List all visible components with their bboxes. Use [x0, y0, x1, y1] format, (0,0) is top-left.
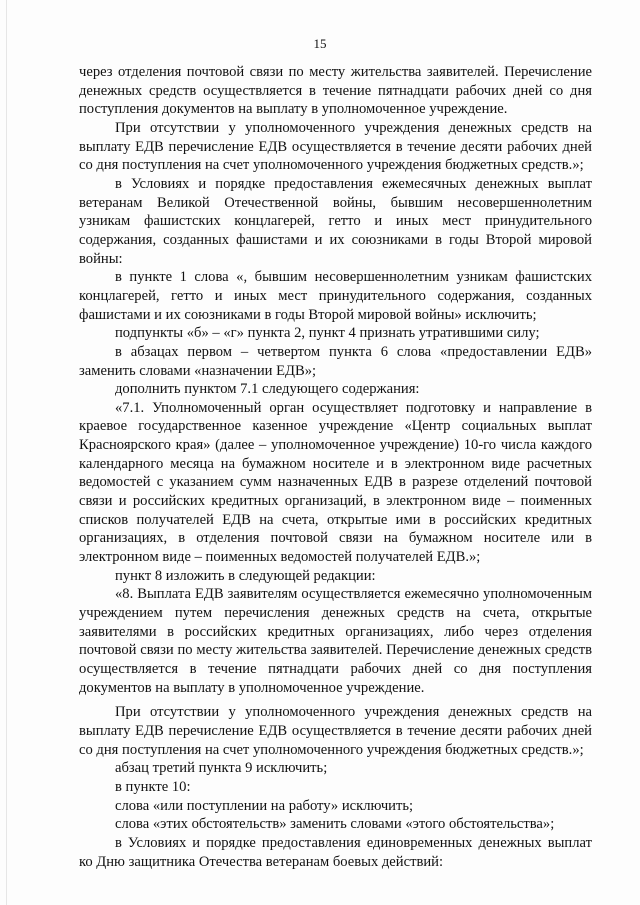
paragraph-11: При отсутствии у уполномоченного учреждения денежных средств на выплату ЕДВ перечисление ЕДВ осуществляется в течение десяти рабочих дней со дня поступления на счет уполномоченного учреждения бюджетных средств.»;: [79, 704, 592, 758]
paragraph-2: При отсутствии у уполномоченного учреждения денежных средств на выплату ЕДВ перечисление ЕДВ осуществляется в течение десяти рабочих дней со дня поступления на счет уполномоченного учреждения бюджетных средств.»;: [79, 119, 592, 174]
paragraph-16: в Условиях и порядке предоставления единовременных денежных выплат ко Дню защитника Отечества ветеранам боевых действий:: [79, 834, 592, 870]
document-body: [79, 63, 592, 871]
paragraph-14: слова «или поступлении на работу» исключить;: [115, 797, 414, 814]
paragraph-9: пункт 8 изложить в следующей редакции:: [115, 567, 376, 584]
paragraph-10: «8. Выплата ЕДВ заявителям осуществляется ежемесячно уполномоченным учреждением путем перечисления денежных средств на счета, открытые заявителями в российских кредитных организациях, либо через отделения почтовой связи по месту жительства заявителей. Перечисление денежных средств осуществляется в течение пятнадцати рабочих дней со дня поступления документов на выплату в уполномоченное учреждение.: [79, 586, 592, 696]
paragraph-13: в пункте 10:: [115, 778, 191, 795]
paragraph-7: дополнить пунктом 7.1 следующего содержания:: [115, 381, 420, 398]
page-number: 15: [313, 36, 327, 51]
paragraph-6: в абзацах первом – четвертом пункта 6 слова «предоставлении ЕДВ» заменить словами «назначении ЕДВ»;: [79, 343, 592, 379]
paragraph-4: в пункте 1 слова «, бывшим несовершеннолетним узникам фашистских концлагерей, гетто и иных мест принудительного содержания, созданных фашистами и их союзниками в годы Второй мировой войны» исключить;: [79, 269, 592, 323]
paragraph-3: в Условиях и порядке предоставления ежемесячных денежных выплат ветеранам Великой Отечественной войны, бывшим несовершеннолетним узникам фашистских концлагерей, гетто и иных мест принудительного содержания, созданных фашистами и их союзниками в годы Второй мировой войны:: [79, 175, 592, 267]
paragraph-15: слова «этих обстоятельств» заменить словами «этого обстоятельства»;: [115, 816, 555, 833]
scan-edge-line: [6, 0, 7, 905]
paragraph-12: абзац третий пункта 9 исключить;: [115, 760, 328, 777]
paragraph-8: «7.1. Уполномоченный орган осуществляет подготовку и направление в краевое государственное казенное учреждение «Центр социальных выплат Красноярского края» (далее – уполномоченное учреждение) 10-го числа каждого календарного месяца на бумажном носителе и в электронном виде расчетных ведомостей с указанием сумм назначенных ЕДВ в разрезе отделений почтовой связи и российских кредитных организаций, в электронном виде – поименных списков получателей ЕДВ на счета, открытые ими в российских кредитных организациях, в отделения почтовой связи на бумажном носителе или в электронном виде – поименных ведомостей получателей ЕДВ.»;: [79, 399, 592, 566]
paragraph-5: подпункты «б» – «г» пункта 2, пункт 4 признать утратившими силу;: [115, 325, 540, 342]
paragraph-1: через отделения почтовой связи по месту жительства заявителей. Перечисление денежных средств осуществляется в течение пятнадцати рабочих дней со дня поступления документов на выплату в уполномоченное учреждение.: [79, 64, 592, 118]
